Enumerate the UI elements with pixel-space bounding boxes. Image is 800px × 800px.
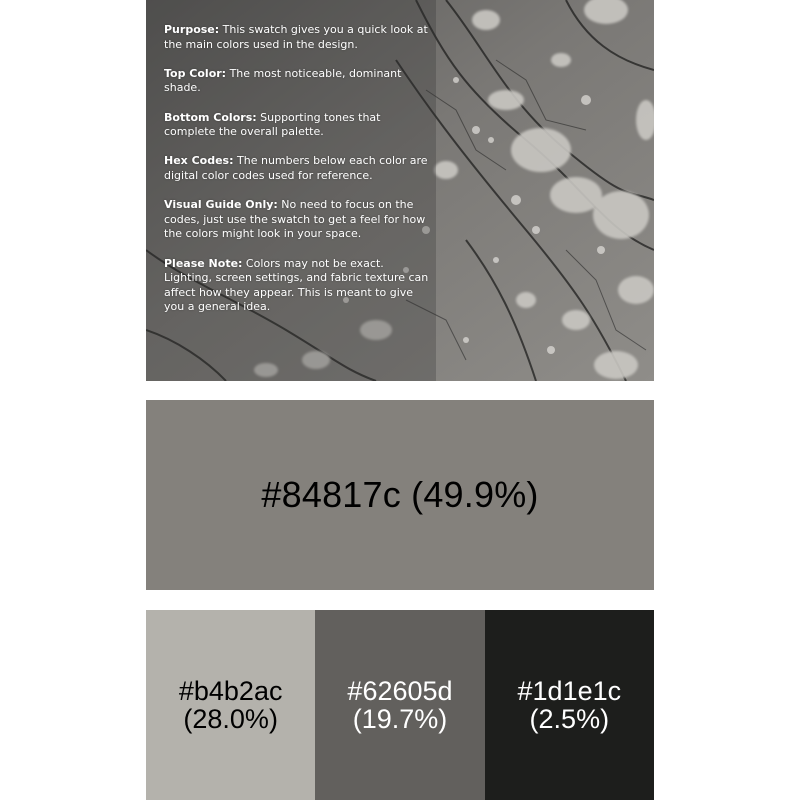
info-visual-guide-title: Visual Guide Only: <box>164 198 278 212</box>
main-color-swatch <box>146 400 654 590</box>
info-visual-guide-text: No need to focus on the codes, just use the swatch to get a feel for how the colors might look in your space. <box>164 198 426 241</box>
secondary-swatch-mid <box>315 610 484 800</box>
secondary-swatch-row <box>146 610 654 800</box>
info-please-note <box>164 257 434 315</box>
info-hex-codes <box>164 154 434 183</box>
swatch-dark-percent: (2.5%) <box>529 704 610 734</box>
info-top-color <box>164 67 434 96</box>
swatch-dark-hex: #1d1e1c <box>517 676 622 706</box>
info-purpose <box>164 23 434 52</box>
secondary-swatch-light <box>146 610 315 800</box>
info-bottom-colors <box>164 111 434 140</box>
info-please-note-title: Please Note: <box>164 256 243 270</box>
info-top-color-text: The most noticeable, dominant shade. <box>164 66 402 95</box>
main-color-swatch-label: #84817c (49.9%) <box>261 474 539 515</box>
info-bottom-colors-text: Supporting tones that complete the overall palette. <box>164 110 381 139</box>
swatch-mid-percent: (19.7%) <box>352 704 448 734</box>
info-purpose-title: Purpose: <box>164 23 220 36</box>
info-purpose-text: This swatch gives you a quick look at the main colors used in the design. <box>164 23 428 51</box>
info-text-block <box>164 23 434 329</box>
swatch-light-percent: (28.0%) <box>183 704 278 734</box>
info-bottom-colors-title: Bottom Colors: <box>164 110 257 124</box>
info-hex-codes-text: The numbers below each color are digital color codes used for reference. <box>164 154 428 182</box>
swatch-light-hex: #b4b2ac <box>178 676 283 706</box>
swatch-mid-hex: #62605d <box>347 676 453 706</box>
info-visual-guide <box>164 198 434 242</box>
secondary-swatch-dark <box>485 610 654 800</box>
info-hex-codes-title: Hex Codes: <box>164 154 234 168</box>
info-please-note-text: Colors may not be exact. Lighting, screen settings, and fabric texture can affect how they appear. This is meant to give you a general idea. <box>164 256 429 314</box>
info-top-color-title: Top Color: <box>164 66 227 80</box>
